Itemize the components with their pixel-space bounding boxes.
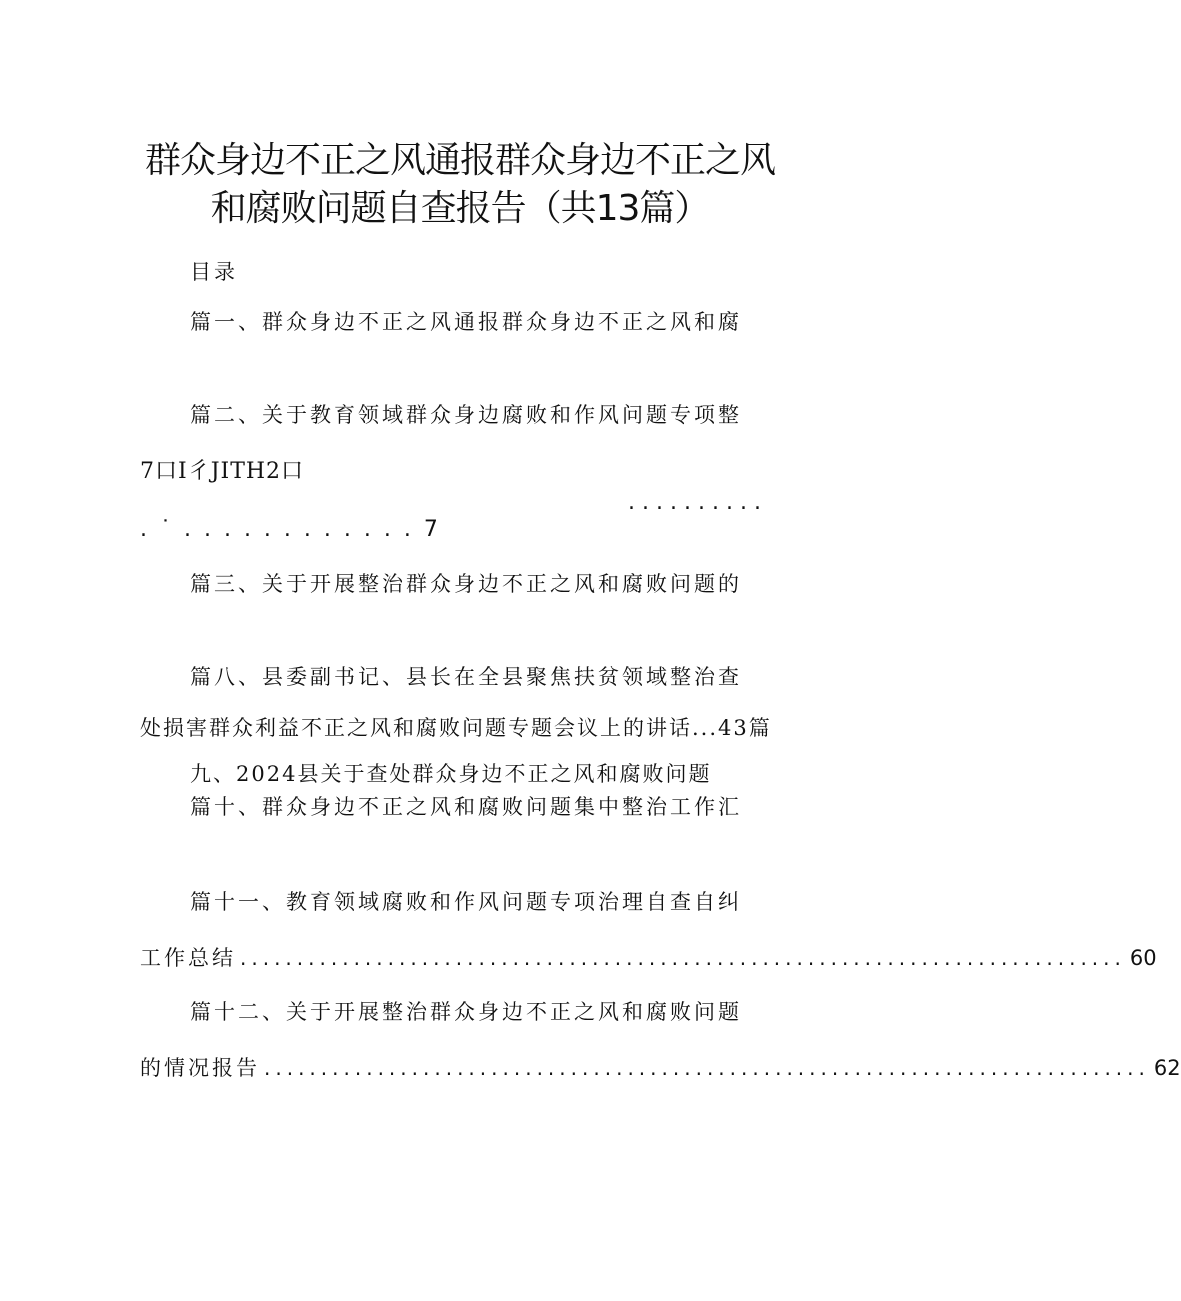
toc-heading: 目录 <box>190 260 238 284</box>
toc-entry-1: 篇一、群众身边不正之风通报群众身边不正之风和腐 <box>190 310 742 334</box>
toc-entry-11-line-2 <box>140 942 1157 972</box>
toc-entry-11-leader-dots: .............................................................................. <box>240 946 1126 970</box>
toc-entry-2-garbled-text: 7口I彳JITH2口 <box>140 459 305 484</box>
toc-entry-2-leader-dots-left: . ˙ . . . . . . . . . . . . 7 <box>140 517 441 542</box>
toc-entry-12-line-2 <box>140 1052 1181 1082</box>
toc-entry-11-label: 工作总结 <box>140 946 236 970</box>
toc-entry-11-page-number: 60 <box>1129 946 1157 970</box>
toc-entry-8-line-1: 篇八、县委副书记、县长在全县聚焦扶贫领域整治查 <box>190 665 742 689</box>
toc-entry-8-line-2: 处损害群众利益不正之风和腐败问题专题会议上的讲话...43篇 <box>140 716 772 740</box>
toc-entry-2-leader-dots-right: .......... <box>628 490 768 515</box>
toc-entry-9: 九、2024县关于查处群众身边不正之风和腐败问题 <box>190 762 712 786</box>
toc-entry-12-leader-dots: .............................................................................. <box>264 1056 1150 1080</box>
toc-entry-11-line-1: 篇十一、教育领域腐败和作风问题专项治理自查自纠 <box>190 890 742 914</box>
document-title-line-1: 群众身边不正之风通报群众身边不正之风 <box>144 140 775 181</box>
toc-entry-12-line-1: 篇十二、关于开展整治群众身边不正之风和腐败问题 <box>190 1000 742 1024</box>
toc-entry-12-page-number: 62 <box>1153 1056 1181 1080</box>
toc-entry-12-label: 的情况报告 <box>140 1056 260 1080</box>
toc-entry-10: 篇十、群众身边不正之风和腐败问题集中整治工作汇 <box>190 795 742 819</box>
toc-entry-3: 篇三、关于开展整治群众身边不正之风和腐败问题的 <box>190 572 742 596</box>
document-title-line-2: 和腐败问题自查报告（共13篇） <box>210 188 710 229</box>
toc-entry-2: 篇二、关于教育领域群众身边腐败和作风问题专项整 <box>190 403 742 427</box>
